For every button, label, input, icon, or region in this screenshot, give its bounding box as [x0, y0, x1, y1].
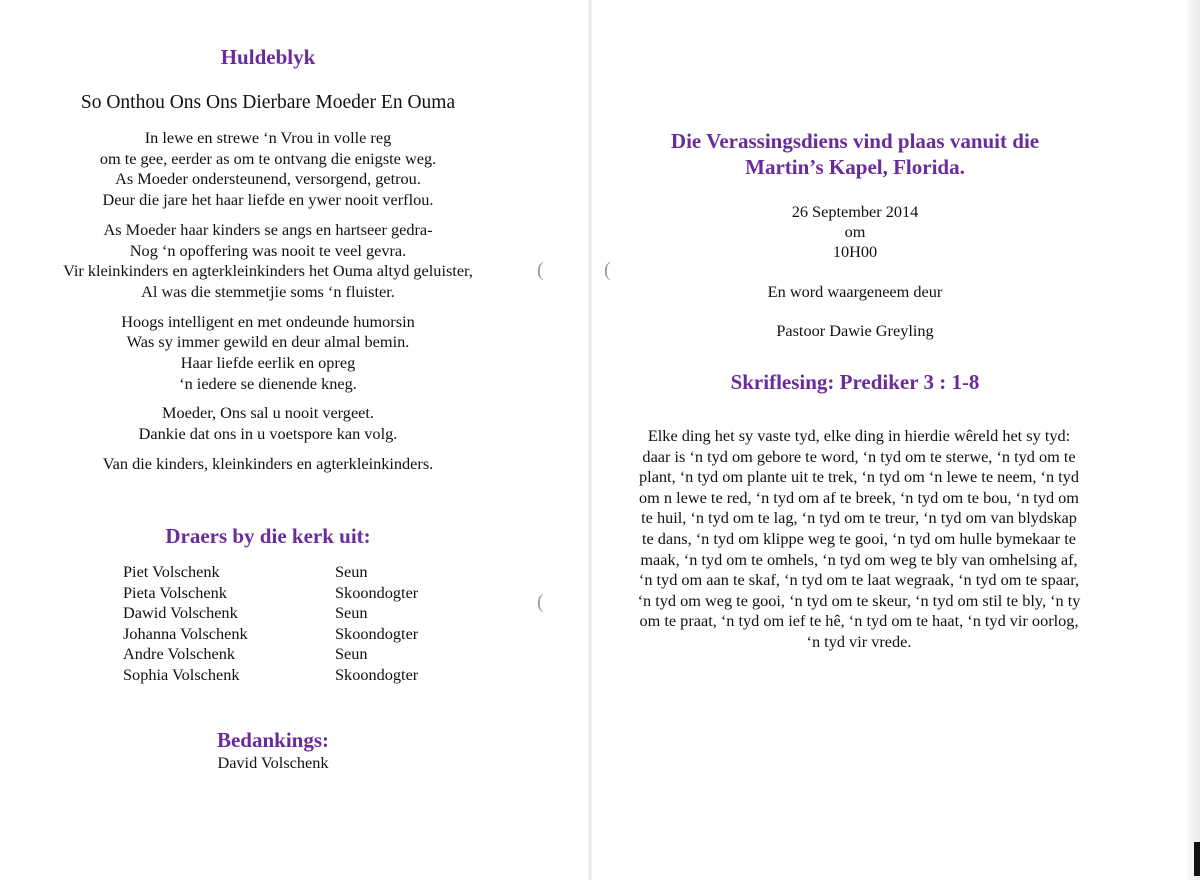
thanks-name: David Volschenk: [217, 753, 329, 772]
service-at: om: [844, 222, 866, 241]
poem-line: Dankie dat ons in u voetspore kan volg.: [138, 424, 398, 444]
bearer-relation: Seun: [335, 644, 368, 664]
bearer-relation: Skoondogter: [335, 664, 419, 684]
service-details: [590, 202, 1120, 262]
service-heading-line: Die Verassingsdiens vind plaas vanuit die: [670, 129, 1040, 153]
bearer-relation: Seun: [335, 603, 368, 623]
poem-stanza: [0, 454, 536, 475]
bearer-relation: Skoondogter: [335, 582, 419, 602]
binding-mark: (: [604, 259, 611, 281]
poem-line: In lewe en strewe ‘n Vrou in volle reg: [144, 128, 392, 147]
poem-line: Nog ‘n opoffering was nooit te veel gevra.: [129, 240, 407, 260]
scripture-line: daar is ‘n tyd om gebore te word, ‘n tyd om te sterwe, ‘n tyd om te: [642, 446, 1076, 466]
poem-line: Moeder, Ons sal u nooit vergeet.: [161, 403, 374, 423]
binding-mark: (: [537, 259, 544, 281]
bearer-row: [123, 562, 418, 583]
pastor-name: Pastoor Dawie Greyling: [776, 321, 934, 340]
scripture-line: om n lewe te red, ‘n tyd om af te breek, ‘n tyd om te bou, ‘n tyd om: [639, 487, 1079, 507]
poem-line: om te gee, eerder as om te ontvang die enigste weg.: [99, 148, 437, 168]
poem-line: Deur die jare het haar liefde en ywer nooit verflou.: [102, 190, 434, 210]
poem-signoff: Van die kinders, kleinkinders en agterkleinkinders.: [102, 453, 434, 473]
bearer-name: Andre Volschenk: [123, 644, 235, 664]
poem-line: Was sy immer gewild en deur almal bemin.: [126, 332, 410, 352]
bearer-name: Dawid Volschenk: [123, 603, 238, 623]
scripture-line: ‘n tyd om aan te skaf, ‘n tyd om te laat wegraak, ‘n tyd om te spaar,: [638, 570, 1080, 590]
service-heading: [590, 128, 1120, 180]
bearers-list: [123, 562, 418, 686]
bearer-relation: Skoondogter: [335, 623, 419, 643]
service-date: 26 September 2014: [791, 202, 919, 221]
scripture-line: Elke ding het sy vaste tyd, elke ding in hierdie wêreld het sy tyd:: [647, 426, 1071, 445]
scripture-line: ‘n tyd vir vrede.: [806, 631, 912, 651]
scripture-line: ‘n tyd om weg te gooi, ‘n tyd om te skeur, ‘n tyd om stil te bly, ‘n ty: [637, 590, 1081, 610]
bearer-row: [123, 583, 418, 604]
binding-mark: (: [537, 591, 544, 613]
poem-line: Vir kleinkinders en agterkleinkinders het Ouma altyd geluister,: [63, 261, 473, 281]
bearers-title: Draers by die kerk uit:: [165, 524, 371, 548]
bearer-row: [123, 665, 418, 686]
bearer-name: Piet Volschenk: [123, 562, 220, 581]
scripture-line: maak, ‘n tyd om te omhels, ‘n tyd om weg te bly van omhelsing af,: [640, 549, 1078, 569]
scripture-text: [604, 426, 1114, 653]
tribute-subtitle: So Onthou Ons Ons Dierbare Moeder En Ouma: [80, 92, 456, 113]
scripture-title: Skriflesing: Prediker 3 : 1-8: [730, 370, 980, 394]
poem-line: As Moeder haar kinders se angs en hartseer gedra-: [103, 219, 433, 239]
scripture-line: te huil, ‘n tyd om te lag, ‘n tyd om te treur, ‘n tyd om van blydskap: [641, 508, 1077, 528]
poem-line: Hoogs intelligent en met ondeunde humorsin: [121, 311, 415, 331]
bearer-name: Pieta Volschenk: [123, 582, 227, 602]
edge-mark: [1194, 842, 1200, 876]
poem-line: As Moeder ondersteunend, versorgend, getrou.: [115, 169, 421, 189]
conducted-by: En word waargeneem deur: [767, 282, 943, 301]
scripture-line: om te praat, ‘n tyd om ief te hê, ‘n tyd om te haat, ‘n tyd vir oorlog,: [639, 611, 1079, 631]
poem-stanza: [0, 403, 536, 444]
poem-line: Haar liefde eerlik en opreg: [180, 353, 356, 373]
scripture-line: te dans, ‘n tyd om klippe weg te gooi, ‘n tyd om hulle bymekaar te: [641, 528, 1077, 548]
bearer-row: [123, 644, 418, 665]
bearer-row: [123, 603, 418, 624]
service-time: 10H00: [832, 242, 878, 261]
scripture-line: plant, ‘n tyd om plante uit te trek, ‘n tyd om ‘n lewe te neem, ‘n tyd: [639, 467, 1079, 487]
thanks-title: Bedankings:: [216, 728, 330, 752]
poem-line: ‘n iedere se dienende kneg.: [179, 373, 357, 393]
poem-line: Al was die stemmetjie soms ‘n fluister.: [141, 281, 395, 301]
bearer-row: [123, 624, 418, 645]
bearer-name: Johanna Volschenk: [123, 623, 248, 643]
poem-stanza: [0, 220, 536, 303]
left-page: [0, 0, 590, 880]
paper-edge: [1186, 0, 1200, 880]
tribute-title: Huldeblyk: [220, 45, 316, 69]
right-page: [590, 0, 1200, 880]
poem-stanza: [0, 312, 536, 395]
tribute-poem: [0, 128, 536, 484]
bearer-relation: Seun: [335, 562, 368, 581]
bearer-name: Sophia Volschenk: [123, 664, 240, 684]
service-heading-line: Martin’s Kapel, Florida.: [745, 155, 965, 179]
poem-stanza: [0, 128, 536, 211]
